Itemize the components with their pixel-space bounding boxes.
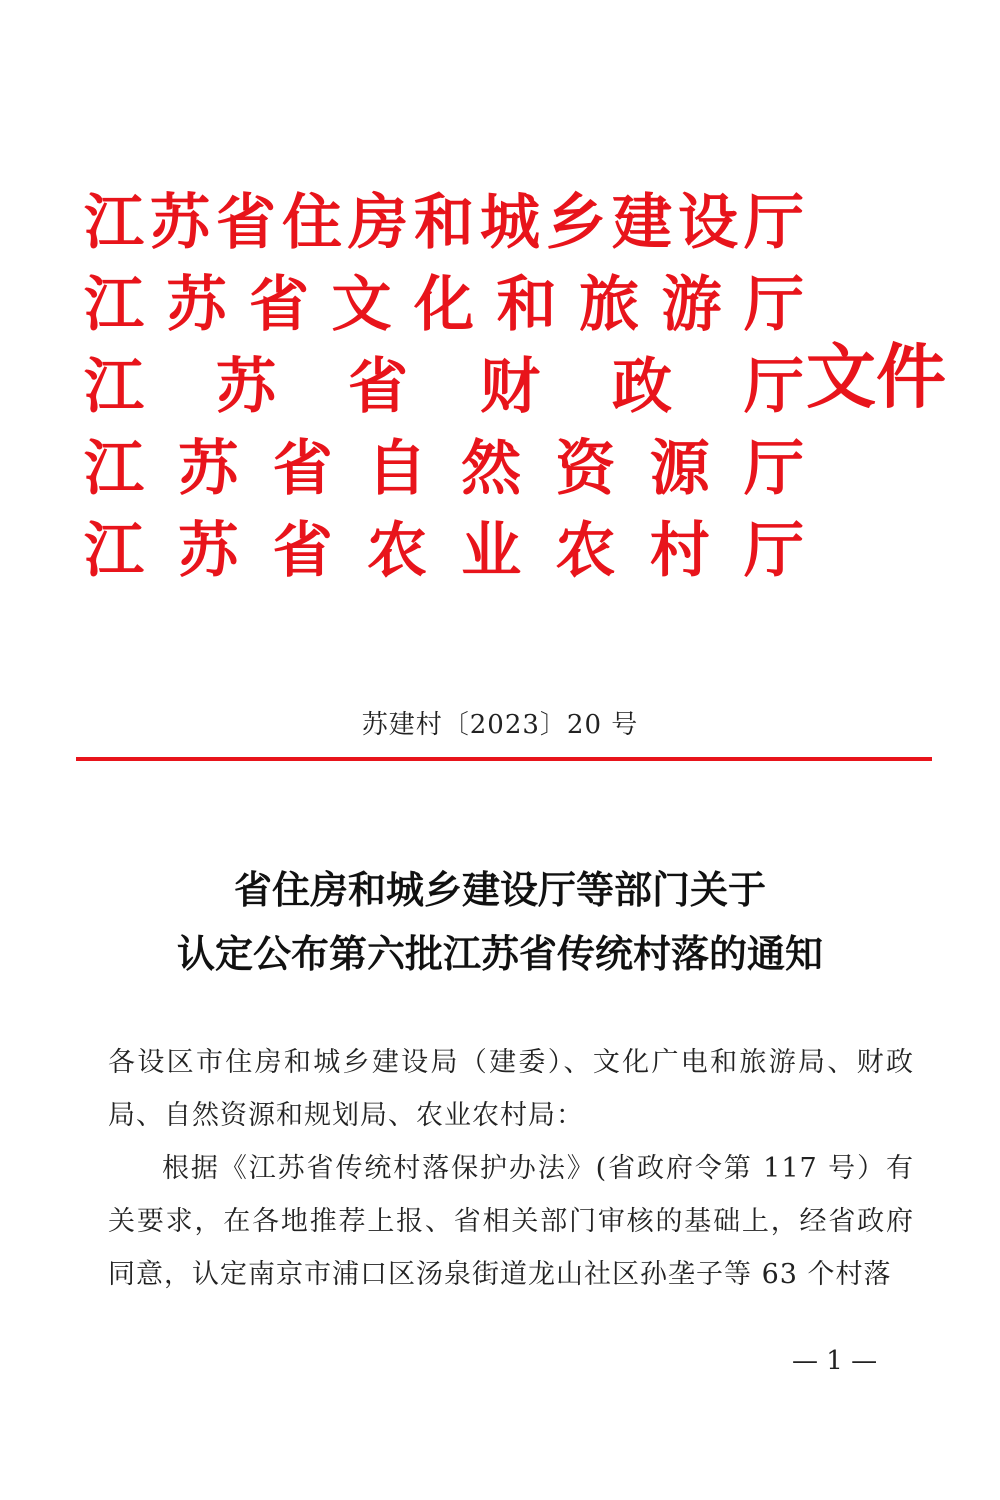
document-title — [0, 858, 1000, 986]
issuer-line — [84, 428, 804, 510]
issuer-line — [84, 264, 804, 346]
addressee: 各设区市住房和城乡建设局（建委）、文化广电和旅游局、财政局、自然资源和规划局、农业农村局： — [108, 1047, 914, 1131]
page-number: — 1 — — [792, 1346, 878, 1376]
body-paragraph: 根据《江苏省传统村落保护办法》(省政府令第 117 号）有关要求，在各地推荐上报、省相关部门审核的基础上，经省政府同意，认定南京市浦口区汤泉街道龙山社区孙垄子等 63 个村落 — [108, 1153, 914, 1290]
issuer-line — [84, 182, 804, 264]
title-line-1: 省住房和城乡建设厅等部门关于 — [233, 867, 766, 912]
document-number: 苏建村〔2023〕20 号 — [361, 710, 639, 740]
issuer-housing-dept: 江苏省住房和城乡建设厅 — [84, 188, 804, 258]
issuer-natural-resources-dept: 江苏省自然资源厅 — [84, 434, 804, 504]
issuer-finance-dept: 江苏省财政厅 — [84, 352, 804, 422]
issuing-agencies — [84, 182, 804, 592]
issuer-line — [84, 346, 804, 428]
issuer-culture-tourism-dept: 江苏省文化和旅游厅 — [84, 270, 804, 340]
issuer-agriculture-dept: 江苏省农业农村厅 — [84, 516, 804, 586]
document-suffix: 文件 — [806, 335, 946, 418]
document-body — [108, 1036, 914, 1301]
red-divider — [76, 757, 932, 761]
title-line-2: 认定公布第六批江苏省传统村落的通知 — [176, 931, 823, 976]
issuer-line — [84, 510, 804, 592]
